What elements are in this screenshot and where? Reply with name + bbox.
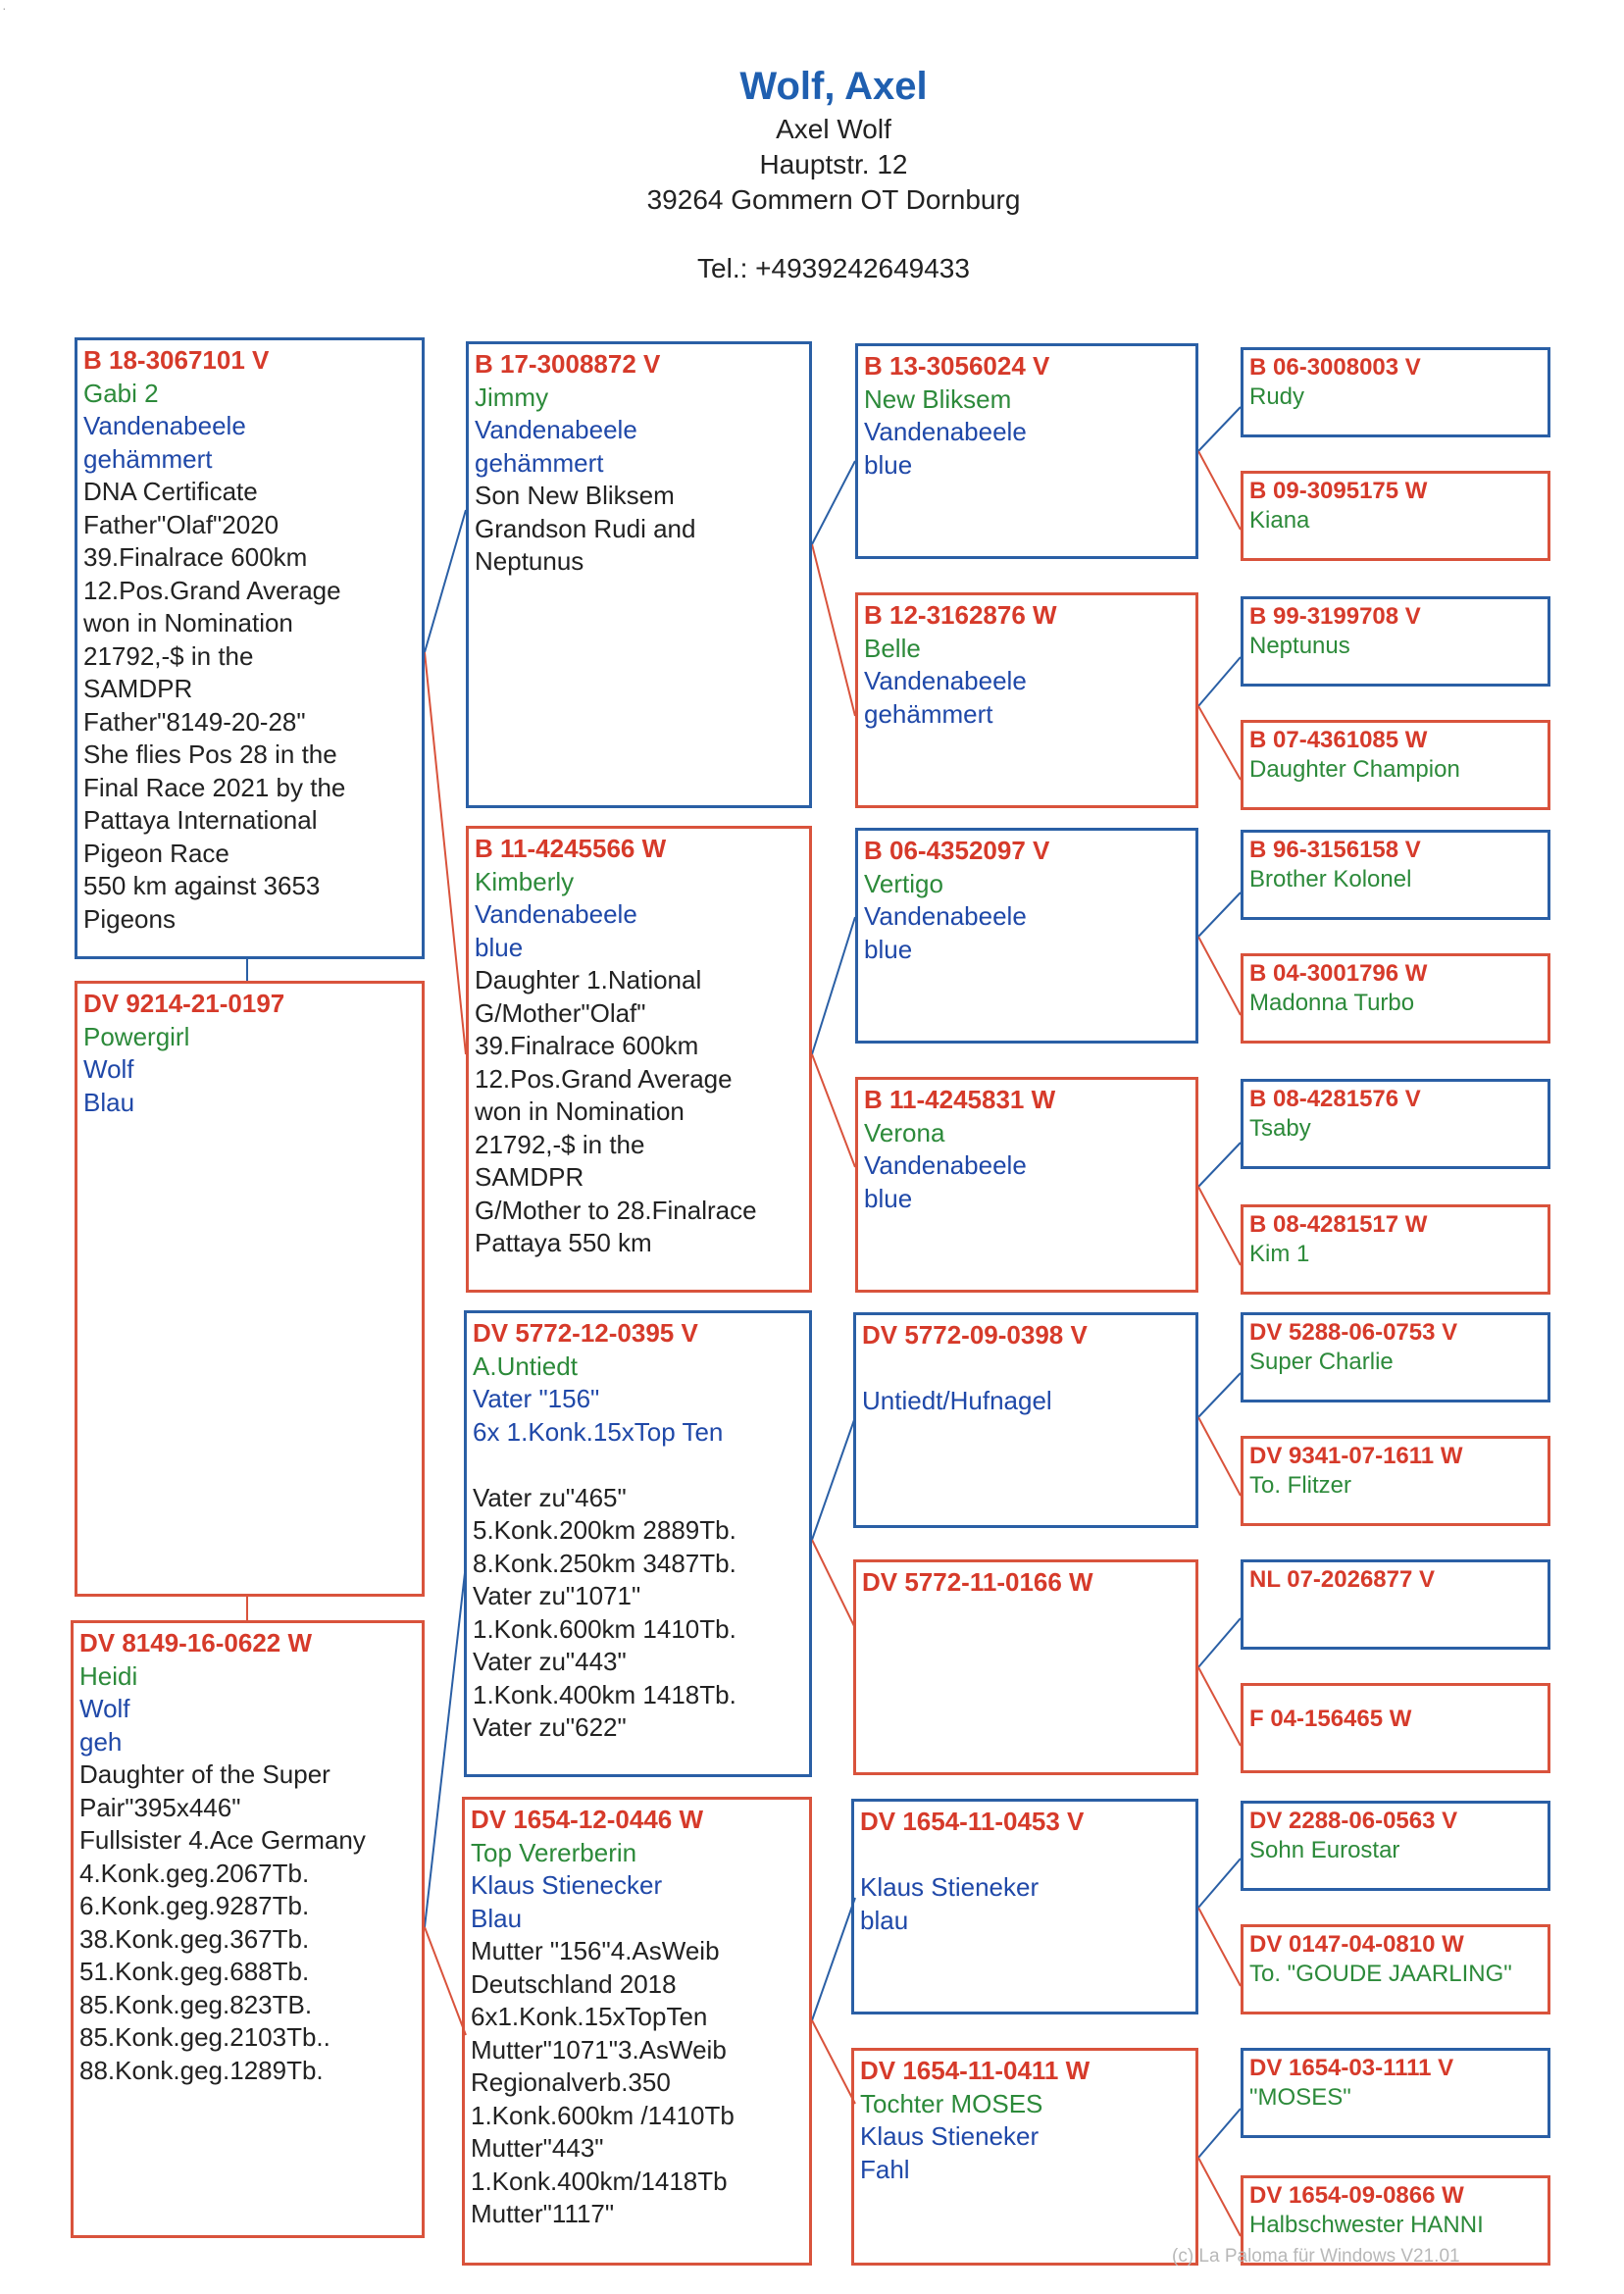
pigeon-notes: Son New Bliksem Grandson Rudi and Neptunus: [475, 481, 696, 576]
pigeon-name: Heidi: [79, 1660, 138, 1691]
breeder: Klaus Stienecker: [471, 1870, 663, 1900]
scan-mark: ·: [2, 0, 7, 16]
pigeon-name: Super Charlie: [1249, 1349, 1394, 1375]
pigeon-card-mate[interactable]: [71, 1620, 425, 2238]
ring-number: B 04-3001796 W: [1249, 960, 1428, 987]
owner-street: Hauptstr. 12: [759, 149, 908, 179]
pigeon-name: Neptunus: [1249, 633, 1350, 659]
ring-number: B 09-3095175 W: [1249, 478, 1428, 504]
plumage-color: Blau: [83, 1087, 135, 1117]
pigeon-card-mm[interactable]: [855, 1077, 1198, 1293]
pigeon-card-mate-mm[interactable]: [851, 2048, 1198, 2266]
breeder: Vandenabeele: [475, 899, 637, 929]
plumage-color: Fahl: [860, 2154, 910, 2184]
pigeon-name: Verona: [864, 1117, 945, 1147]
ring-number: NL 07-2026877 V: [1249, 1566, 1436, 1593]
pigeon-name: To. Flitzer: [1249, 1472, 1352, 1499]
ring-number: DV 1654-09-0866 W: [1249, 2182, 1464, 2209]
pigeon-card-mate-fm[interactable]: [853, 1559, 1198, 1775]
ring-number: B 11-4245831 W: [864, 1085, 1056, 1114]
ring-number: B 06-4352097 V: [864, 836, 1050, 865]
pigeon-name: "MOSES": [1249, 2084, 1351, 2111]
pigeon-name: Halbschwester HANNI: [1249, 2212, 1484, 2238]
breeder: Vandenabeele: [864, 666, 1027, 695]
pigeon-card-mate-fff[interactable]: [1241, 1312, 1550, 1402]
pigeon-notes: Klaus Stieneker blau: [860, 1872, 1040, 1935]
pigeon-name: Jimmy: [475, 382, 549, 412]
ring-number: B 13-3056024 V: [864, 351, 1050, 381]
pigeon-notes: Mutter "156"4.AsWeib Deutschland 2018 6x1.Konk.15xTopTen Mutter"1071"3.AsWeib Regionalverb.350 1.Konk.600km /1410Tb Mutter"443" 1.Konk.400km/1418Tb Mutter"1117": [471, 1936, 735, 2228]
breeder: Vandenabeele: [83, 411, 246, 440]
ring-number: B 96-3156158 V: [1249, 837, 1421, 863]
breeder: Wolf: [79, 1694, 130, 1723]
plumage-color: geh: [79, 1726, 123, 1757]
pigeon-name: Sohn Eurostar: [1249, 1837, 1400, 1863]
pigeon-card-mmm[interactable]: [1241, 1204, 1550, 1295]
pigeon-card-mfm[interactable]: [1241, 953, 1550, 1044]
pigeon-name: A.Untiedt: [473, 1351, 578, 1381]
pigeon-card-subject[interactable]: [75, 337, 425, 959]
breeder: Klaus Stieneker: [860, 2121, 1040, 2151]
pigeon-card-mate-mf[interactable]: [851, 1799, 1198, 2014]
pigeon-notes: Daughter of the Super Pair"395x446" Fullsister 4.Ace Germany 4.Konk.geg.2067Tb. 6.Konk.geg.9287Tb. 38.Konk.geg.367Tb. 51.Konk.geg.688Tb. 85.Konk.geg.823TB. 85.Konk.geg.2103Tb.. 88.Konk.geg.1289Tb.: [79, 1759, 366, 2085]
pigeon-card-fmf[interactable]: [1241, 596, 1550, 687]
ring-number: DV 9341-07-1611 W: [1249, 1443, 1463, 1469]
ring-number: DV 8149-16-0622 W: [79, 1628, 313, 1657]
owner-name: Axel Wolf: [776, 114, 891, 144]
plumage-color: 6x 1.Konk.15xTop Ten: [473, 1416, 724, 1447]
pigeon-name: Tsaby: [1249, 1115, 1311, 1142]
plumage-color: blue: [864, 934, 913, 964]
ring-number: B 08-4281576 V: [1249, 1086, 1421, 1112]
pigeon-card-ff[interactable]: [855, 343, 1198, 559]
breeder: Vandenabeele: [864, 1150, 1027, 1180]
breeder: Vandenabeele: [475, 415, 637, 444]
pigeon-name: Vertigo: [864, 868, 943, 898]
plumage-color: gehämmert: [475, 447, 604, 478]
pigeon-card-mf[interactable]: [855, 828, 1198, 1044]
pigeon-card-mate-mfm[interactable]: [1241, 1924, 1550, 2014]
ring-number: DV 1654-11-0453 V: [860, 1807, 1085, 1836]
pigeon-card-fm[interactable]: [855, 592, 1198, 808]
pigeon-name: Kim 1: [1249, 1241, 1310, 1267]
pigeon-notes: Daughter 1.National G/Mother"Olaf" 39.Finalrace 600km 12.Pos.Grand Average won in Nomination 21792,-$ in the SAMDPR G/Mother to 28.Finalrace Pattaya 550 km: [475, 965, 757, 1257]
pigeon-card-mate-ffm[interactable]: [1241, 1436, 1550, 1526]
pigeon-name: Kiana: [1249, 507, 1310, 534]
ring-number: DV 2288-06-0563 V: [1249, 1808, 1458, 1834]
breeder: Vater "156": [473, 1384, 600, 1413]
ring-number: B 06-3008003 V: [1249, 354, 1421, 381]
pigeon-card-fff[interactable]: [1241, 347, 1550, 437]
pigeon-card-mate-fmf[interactable]: [1241, 1559, 1550, 1650]
pigeon-card-ffm[interactable]: [1241, 471, 1550, 561]
pigeon-name: Kimberly: [475, 866, 575, 896]
pigeon-notes: DNA Certificate Father"Olaf"2020 39.Finalrace 600km 12.Pos.Grand Average won in Nomination 21792,-$ in the SAMDPR Father"8149-20-28" She flies Pos 28 in the Final Race 2021 by the Pattaya International Pigeon Race 550 km against 3653 Pigeons: [83, 477, 346, 934]
breeder: Vandenabeele: [864, 417, 1027, 446]
pigeon-card-mmf[interactable]: [1241, 1079, 1550, 1169]
pigeon-notes: Vater zu"465" 5.Konk.200km 2889Tb. 8.Konk.250km 3487Tb. Vater zu"1071" 1.Konk.600km 1410Tb. Vater zu"443" 1.Konk.400km 1418Tb. Vater zu"622": [473, 1482, 736, 1742]
pigeon-card-mate-mmf[interactable]: [1241, 2048, 1550, 2138]
pigeon-card-mother[interactable]: [466, 826, 812, 1293]
pigeon-name: Daughter Champion: [1249, 756, 1460, 783]
owner-title: Wolf, Axel: [739, 65, 928, 108]
pigeon-name: Brother Kolonel: [1249, 866, 1412, 892]
pigeon-name: Rudy: [1249, 383, 1305, 410]
plumage-color: blue: [475, 932, 524, 962]
ring-number: DV 5772-11-0166 W: [862, 1567, 1093, 1597]
pigeon-name: Madonna Turbo: [1249, 990, 1415, 1016]
pigeon-card-mate-ff[interactable]: [853, 1312, 1198, 1528]
owner-city: 39264 Gommern OT Dornburg: [646, 184, 1021, 215]
ring-number: B 99-3199708 V: [1249, 603, 1421, 630]
plumage-color: gehämmert: [83, 443, 213, 474]
breeder: Vandenabeele: [864, 901, 1027, 931]
ring-number: B 08-4281517 W: [1249, 1211, 1428, 1238]
pigeon-card-fmm[interactable]: [1241, 720, 1550, 810]
ring-number: B 11-4245566 W: [475, 834, 667, 863]
ring-number: DV 9214-21-0197: [83, 989, 285, 1018]
owner-phone: Tel.: +4939242649433: [697, 253, 970, 283]
pigeon-name: Belle: [864, 633, 921, 663]
ring-number: B 12-3162876 W: [864, 600, 1057, 630]
ring-number: DV 1654-11-0411 W: [860, 2056, 1091, 2085]
pigeon-card-mate-fmm[interactable]: [1241, 1683, 1550, 1773]
pigeon-name: Gabi 2: [83, 378, 159, 408]
plumage-color: blue: [864, 1183, 913, 1213]
software-footer: (c) La Paloma für Windows V21.01: [1172, 2246, 1460, 2267]
pigeon-card-sibling[interactable]: [75, 981, 425, 1597]
ring-number: DV 5772-09-0398 V: [862, 1320, 1088, 1350]
pigeon-name: Tochter MOSES: [860, 2088, 1043, 2118]
plumage-color: blue: [864, 449, 913, 480]
ring-number: DV 0147-04-0810 W: [1249, 1931, 1464, 1958]
pigeon-card-mate-mother[interactable]: [462, 1797, 812, 2266]
pigeon-notes: Untiedt/Hufnagel: [862, 1386, 1052, 1415]
pigeon-name: New Bliksem: [864, 383, 1012, 414]
pigeon-card-mate-father[interactable]: [464, 1310, 812, 1777]
ring-number: B 18-3067101 V: [83, 345, 270, 375]
plumage-color: Blau: [471, 1903, 523, 1933]
pigeon-card-father[interactable]: [466, 341, 812, 808]
breeder: Wolf: [83, 1054, 134, 1084]
ring-number: DV 1654-12-0446 W: [471, 1805, 704, 1834]
ring-number: DV 1654-03-1111 V: [1249, 2055, 1454, 2081]
pigeon-name: Powergirl: [83, 1021, 190, 1051]
ring-number: DV 5772-12-0395 V: [473, 1318, 698, 1348]
ring-number: DV 5288-06-0753 V: [1249, 1319, 1458, 1346]
ring-number: B 17-3008872 V: [475, 349, 661, 379]
pigeon-card-mate-mff[interactable]: [1241, 1801, 1550, 1891]
pigeon-name: To. "GOUDE JAARLING": [1249, 1961, 1512, 1987]
ring-number: B 07-4361085 W: [1249, 727, 1428, 753]
pigeon-card-mff[interactable]: [1241, 830, 1550, 920]
pigeon-name: Top Vererberin: [471, 1837, 637, 1867]
ring-number: F 04-156465 W: [1249, 1706, 1412, 1732]
plumage-color: gehämmert: [864, 698, 993, 729]
